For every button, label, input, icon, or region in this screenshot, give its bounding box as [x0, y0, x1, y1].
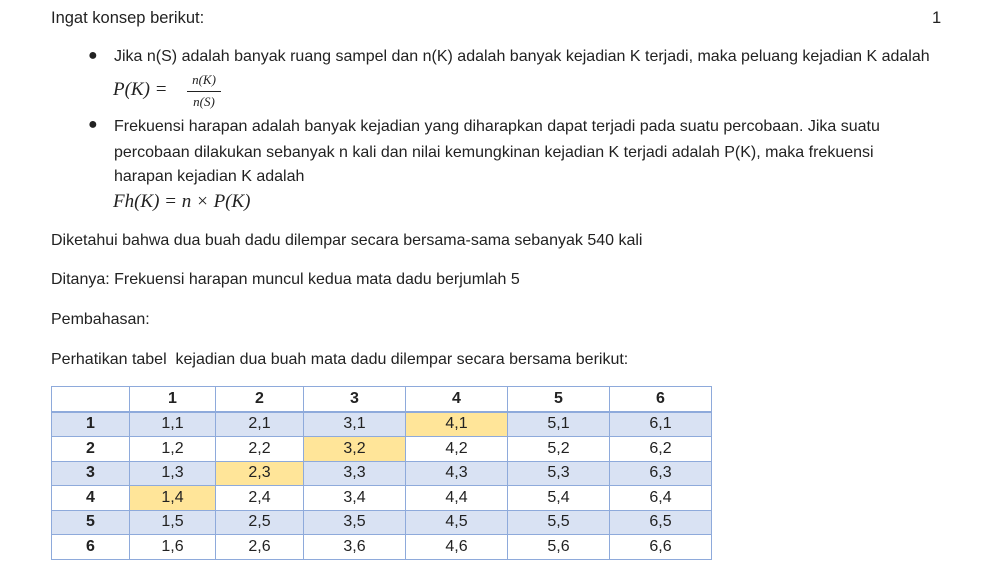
table-cell: 4,2	[406, 437, 508, 462]
table-intro: Perhatikan tabel kejadian dua buah mata dadu dilempar secara bersama berikut:	[51, 351, 629, 368]
table-cell: 4,6	[406, 535, 508, 560]
table-row	[52, 461, 712, 486]
table-corner-cell	[52, 387, 130, 412]
column-header: 4	[406, 387, 508, 412]
table-cell: 6,6	[610, 535, 712, 560]
asked-text: Ditanya: Frekuensi harapan muncul kedua mata dadu berjumlah 5	[51, 271, 520, 288]
table-cell: 6,4	[610, 486, 712, 511]
table-cell: 6,5	[610, 510, 712, 535]
probability-formula-lhs: P(K) =	[113, 79, 168, 100]
table-cell: 4,4	[406, 486, 508, 511]
table-cell: 5,4	[508, 486, 610, 511]
table-cell: 6,3	[610, 461, 712, 486]
table-cell: 4,5	[406, 510, 508, 535]
bullet-icon: ●	[88, 47, 98, 64]
table-cell: 3,1	[304, 412, 406, 437]
table-row	[52, 437, 712, 462]
table-cell: 2,1	[216, 412, 304, 437]
discussion-label: Pembahasan:	[51, 311, 150, 328]
expected-frequency-formula: Fh(K) = n × P(K)	[113, 191, 251, 212]
bullet-2-line-1: Frekuensi harapan adalah banyak kejadian yang diharapkan dapat terjadi pada suatu percobaan. Jika suatu	[114, 118, 880, 135]
table-cell: 2,5	[216, 510, 304, 535]
fraction-line	[187, 91, 221, 92]
probability-denominator: n(S)	[193, 94, 215, 109]
row-header: 6	[52, 535, 130, 560]
table-cell: 1,5	[130, 510, 216, 535]
given-text: Diketahui bahwa dua buah dadu dilempar secara bersama-sama sebanyak 540 kali	[51, 232, 643, 249]
row-header: 2	[52, 437, 130, 462]
table-cell-highlighted: 4,1	[406, 412, 508, 437]
table-row	[52, 412, 712, 437]
table-cell: 1,6	[130, 535, 216, 560]
table-cell: 1,1	[130, 412, 216, 437]
table-row	[52, 510, 712, 535]
bullet-2-line-3: harapan kejadian K adalah	[114, 168, 305, 185]
table-cell: 5,2	[508, 437, 610, 462]
table-cell: 3,3	[304, 461, 406, 486]
table-cell: 6,2	[610, 437, 712, 462]
column-header: 3	[304, 387, 406, 412]
table-cell: 2,2	[216, 437, 304, 462]
table-cell-highlighted: 1,4	[130, 486, 216, 511]
table-cell-highlighted: 2,3	[216, 461, 304, 486]
table-cell: 3,6	[304, 535, 406, 560]
table-cell: 2,4	[216, 486, 304, 511]
probability-numerator: n(K)	[192, 72, 216, 87]
column-header: 2	[216, 387, 304, 412]
table-cell: 5,1	[508, 412, 610, 437]
table-cell: 6,1	[610, 412, 712, 437]
bullet-1-text: Jika n(S) adalah banyak ruang sampel dan n(K) adalah banyak kejadian K terjadi, maka peluang kejadian K adalah	[114, 48, 930, 65]
column-header: 5	[508, 387, 610, 412]
table-header-row	[52, 387, 712, 412]
table-cell: 5,6	[508, 535, 610, 560]
table-cell: 3,5	[304, 510, 406, 535]
row-header: 4	[52, 486, 130, 511]
table-cell: 5,5	[508, 510, 610, 535]
table-cell: 4,3	[406, 461, 508, 486]
table-row	[52, 486, 712, 511]
bullet-2-line-2: percobaan dilakukan sebanyak n kali dan nilai kemungkinan kejadian K terjadi adalah P(K), maka frekuensi	[114, 144, 874, 161]
table-cell: 1,2	[130, 437, 216, 462]
table-cell: 5,3	[508, 461, 610, 486]
column-header: 6	[610, 387, 712, 412]
table-cell: 2,6	[216, 535, 304, 560]
heading: Ingat konsep berikut:	[51, 9, 205, 27]
row-header: 1	[52, 412, 130, 437]
bullet-icon: ●	[88, 116, 98, 133]
row-header: 5	[52, 510, 130, 535]
table-cell: 1,3	[130, 461, 216, 486]
row-header: 3	[52, 461, 130, 486]
table-cell-highlighted: 3,2	[304, 437, 406, 462]
column-header: 1	[130, 387, 216, 412]
table-row	[52, 535, 712, 560]
table-cell: 3,4	[304, 486, 406, 511]
dice-outcome-table	[51, 386, 712, 560]
page-number: 1	[932, 9, 942, 27]
